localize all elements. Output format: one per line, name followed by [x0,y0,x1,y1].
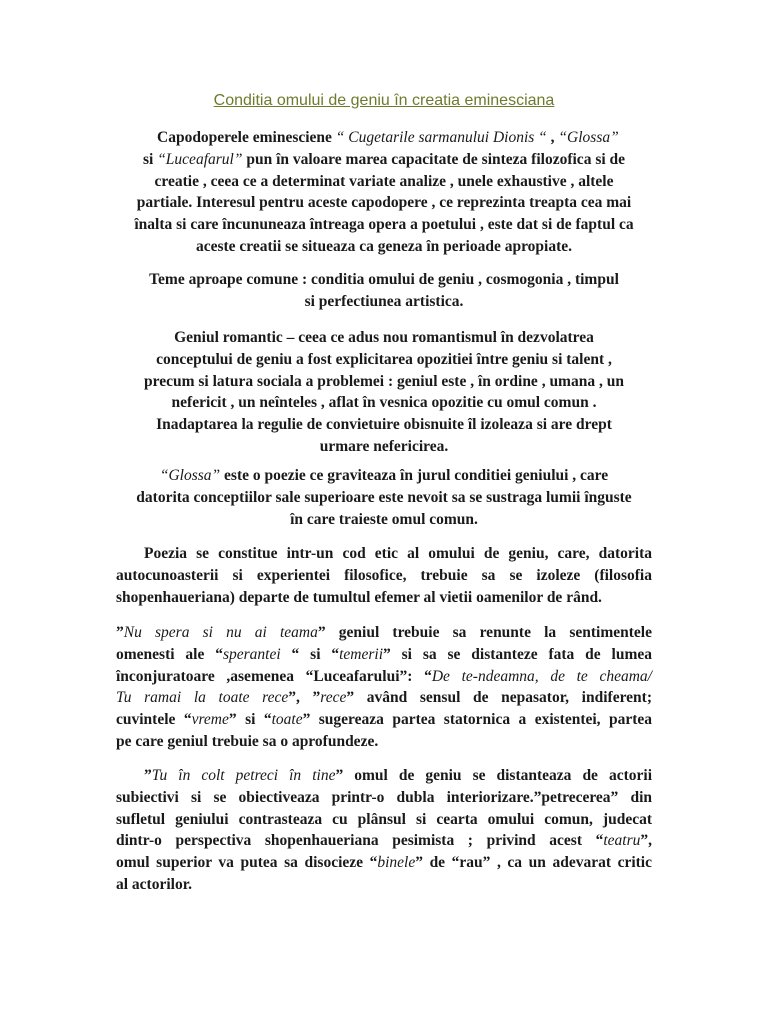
nuspera-line-2: omenesti ale “sperantei “ si “temerii” si sa se distanteze fata de lumea [116,645,652,663]
nuspera-line-5: cuvintele “vreme” si “toate” sugereaza partea statornica a existentei, partea [116,711,653,729]
genius-line-5: Inadaptarea la regulie de convietuire obisnuite îl izoleaza si are drept [156,416,612,434]
genius-line-6: urmare nefericirea. [319,437,449,455]
genius-line-2: conceptului de geniu a fost explicitarea opozitiei între geniu si talent , [156,350,612,368]
themes-line-1: Teme aproape comune : conditia omului de geniu , cosmogonia , timpul [149,271,619,288]
colt-line-6: al actorilor. [116,875,193,893]
nuspera-line-4: Tu ramai la toate rece”, ”rece” având sensul de nepasator, indiferent; [116,689,652,707]
intro-line-1: Capodoperele eminesciene “ Cugetarile sarmanului Dionis “ , “Glossa” [157,129,619,146]
paragraph-intro [113,127,655,258]
glossa-line-1: “Glossa” este o poezie ce graviteaza în jurul conditiei geniului , care [159,467,609,484]
paragraph-themes [113,269,655,313]
document-title: Conditia omului de geniu în creatia eminesciana [213,92,555,109]
code-line-2: autocunoasterii si experientei filosofice, trebuie sa se izoleze (filosofia [116,566,652,584]
nuspera-line-3: înconjuratoare ,asemenea “Luceafarului”: “De te-ndeamna, de te cheama/ [116,667,652,685]
genius-line-1: Geniul romantic – ceea ce adus nou romantismul în dezvolatrea [174,329,594,346]
genius-line-3: precum si latura sociala a problemei : geniul este , în ordine , umana , un [144,372,624,390]
paragraph-romantic-genius [113,327,655,458]
colt-line-1: ”Tu în colt petreci în tine” omul de geniu se distanteaza de actorii [144,767,652,784]
intro-line-4: partiale. Interesul pentru aceste capodopere , ce reprezinta treapta cea mai [136,194,632,212]
colt-line-4: dintr-o perspectiva shopenhaueriana pesimista ; privind acest “teatru”, [116,832,652,850]
colt-line-3: sufletul geniului contrasteaza cu plânsul si cearta omului comun, judecat [116,810,652,828]
colt-line-2: subiectivi si se obiectiveaza printr-o dubla interiorizare.”petrecerea” din [116,788,652,806]
nuspera-line-6: pe care geniul trebuie sa o aprofundeze. [116,732,379,750]
paragraph-glossa [113,465,655,530]
intro-line-6: aceste creatii se situeaza ca geneza în perioade apropiate. [195,237,573,255]
glossa-line-3: în care traieste omul comun. [290,510,478,528]
paragraph-tu-in-colt [116,765,652,896]
genius-line-4: nefericit , un neînteles , aflat în vesnica opozitie cu omul comun . [171,394,597,412]
intro-line-3: creatie , ceea ce a determinat variate analize , unele exhaustive , altele [154,172,614,190]
code-line-3: shopenhaueriana) departe de tumultul efemer al vietii oamenilor de rând. [116,588,602,606]
paragraph-nu-spera [116,622,652,753]
nuspera-line-1: ”Nu spera si nu ai teama” geniul trebuie sa renunte la sentimentele [116,624,652,641]
glossa-line-2: datorita conceptiilor sale superioare este nevoit sa se sustraga lumii înguste [136,488,632,506]
intro-line-2: si “Luceafarul” pun în valoare marea capacitate de sinteza filozofica si de [142,150,626,168]
intro-line-5: înalta si care încununeaza întreaga opera a poetului , este dat si de faptul ca [134,216,634,234]
themes-line-2: si perfectiunea artistica. [304,292,464,310]
colt-line-5: omul superior va putea sa disocieze “binele” de “rau” , ca un adevarat critic [116,854,652,872]
paragraph-ethical-code [116,543,652,608]
code-line-1: Poezia se constitue intr-un cod etic al omului de geniu, care, datorita [144,545,652,562]
